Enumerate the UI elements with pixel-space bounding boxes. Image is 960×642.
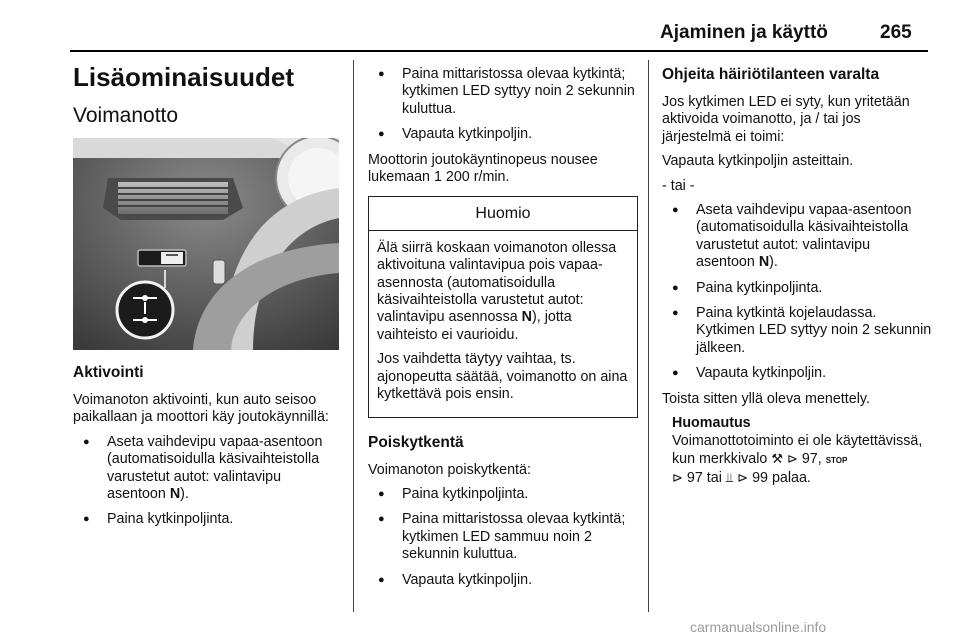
idle-speed-text: Moottorin joutokäyntinopeus nousee lukemaan 1 200 r/min. (368, 151, 598, 186)
repeat-instruction: Toista sitten yllä oleva menettely. (662, 390, 870, 407)
watermark: carmanualsonline.info (690, 619, 827, 635)
page-ref[interactable]: 99 (752, 470, 768, 487)
stop-icon: STOP (825, 455, 848, 465)
list-item: ● Paina kytkinpoljinta. (662, 280, 932, 297)
list-item: ● Aseta vaihdevipu vapaa-asentoon (automatisoidulla käsivaihteistolla varustetut autot: valintavipu asentoon N). (662, 202, 932, 272)
page-ref-icon: ⊳ (672, 470, 683, 486)
header-title: Ajaminen ja käyttö (660, 22, 828, 43)
troubleshooting-list (662, 202, 932, 383)
wrench-icon: ⚒ (771, 450, 783, 466)
middle-column (368, 66, 638, 597)
column-divider-2 (648, 60, 649, 612)
notice-box (368, 196, 638, 417)
poiskytkenta-intro: Voimanoton poiskytkentä: (368, 461, 531, 478)
section-heading-poiskytkenta: Poiskytkentä (368, 433, 464, 451)
list-item: ● Vapauta kytkinpoljin. (368, 126, 638, 143)
section-heading-aktivointi: Aktivointi (73, 364, 144, 381)
list-item: ● Aseta vaihdevipu vapaa-asentoon (automatisoidulla käsivaihteistolla varustetut autot: valintavipu asentoon N). (73, 434, 341, 504)
notice-title: Huomio (369, 197, 637, 230)
page-ref-icon: ⊳ (737, 470, 749, 486)
left-column (73, 62, 341, 537)
note-text: Voimanottotoiminto ei ole käytettävissä, kun merkkivalo ⚒ ⊳ 97, STOP ⊳ 97 tai ⫫ ⊳ 99 palaa. (672, 432, 923, 487)
list-item: ● Vapauta kytkinpoljin. (662, 365, 932, 382)
steering-icon: ⫫ (725, 470, 734, 486)
page-number: 265 (880, 22, 912, 43)
list-item: ● Paina kytkinpoljinta. (368, 486, 638, 503)
list-item: ● Paina mittaristossa olevaa kytkintä; kytkimen LED syttyy noin 2 sekunnin kuluttua. (368, 66, 638, 118)
list-item: ● Paina kytkinpoljinta. (73, 511, 341, 528)
air-vent (118, 182, 228, 214)
dashboard-illustration (73, 138, 339, 350)
sub-heading: Voimanotto (73, 104, 179, 127)
aktivointi-list-continued (368, 66, 638, 144)
troubleshooting-step: Vapauta kytkinpoljin asteittain. (662, 153, 854, 170)
column-divider-1 (353, 60, 354, 612)
notice-paragraph: Jos vaihdetta täytyy vaihtaa, ts. ajonopeutta säätää, voimanotto on aina kytkettävä pois ensin. (377, 351, 628, 403)
notice-paragraph: Älä siirrä koskaan voimanoton ollessa aktivoituna valintavipua pois vapaa-asennosta (automatisoidulla käsivaihteistolla varustetut autot: valintavipu asennossa N), jotta vaihteisto ei vaurioidu. (377, 239, 617, 343)
or-separator: - tai - (662, 177, 695, 194)
page-ref-icon: ⊳ (786, 450, 798, 466)
list-item: ● Paina mittaristossa olevaa kytkintä; kytkimen LED sammuu noin 2 sekunnin kuluttua. (368, 511, 638, 563)
section-heading-troubleshooting: Ohjeita häiriötilanteen varalta (662, 66, 880, 83)
notice-body (369, 231, 637, 417)
main-heading: Lisäominaisuudet (73, 62, 295, 92)
list-item: ● Paina kytkintä kojelaudassa. Kytkimen LED syttyy noin 2 sekunnin jälkeen. (662, 305, 932, 357)
aktivointi-list (73, 434, 341, 529)
poiskytkenta-list (368, 486, 638, 589)
page-ref[interactable]: 97 (686, 470, 703, 487)
note-box (662, 415, 932, 488)
right-column (662, 66, 932, 488)
header-rule (70, 50, 928, 52)
list-item: ● Vapauta kytkinpoljin. (368, 572, 638, 589)
note-title: Huomautus (672, 415, 751, 432)
page-ref[interactable]: 97 (801, 450, 818, 467)
troubleshooting-intro: Jos kytkimen LED ei syty, kun yritetään aktivoida voimanotto, ja / tai jos järjestelmä ei toimi: (662, 94, 910, 145)
aktivointi-intro: Voimanoton aktivointi, kun auto seisoo paikallaan ja moottori käy joutokäynnillä: (73, 392, 329, 426)
